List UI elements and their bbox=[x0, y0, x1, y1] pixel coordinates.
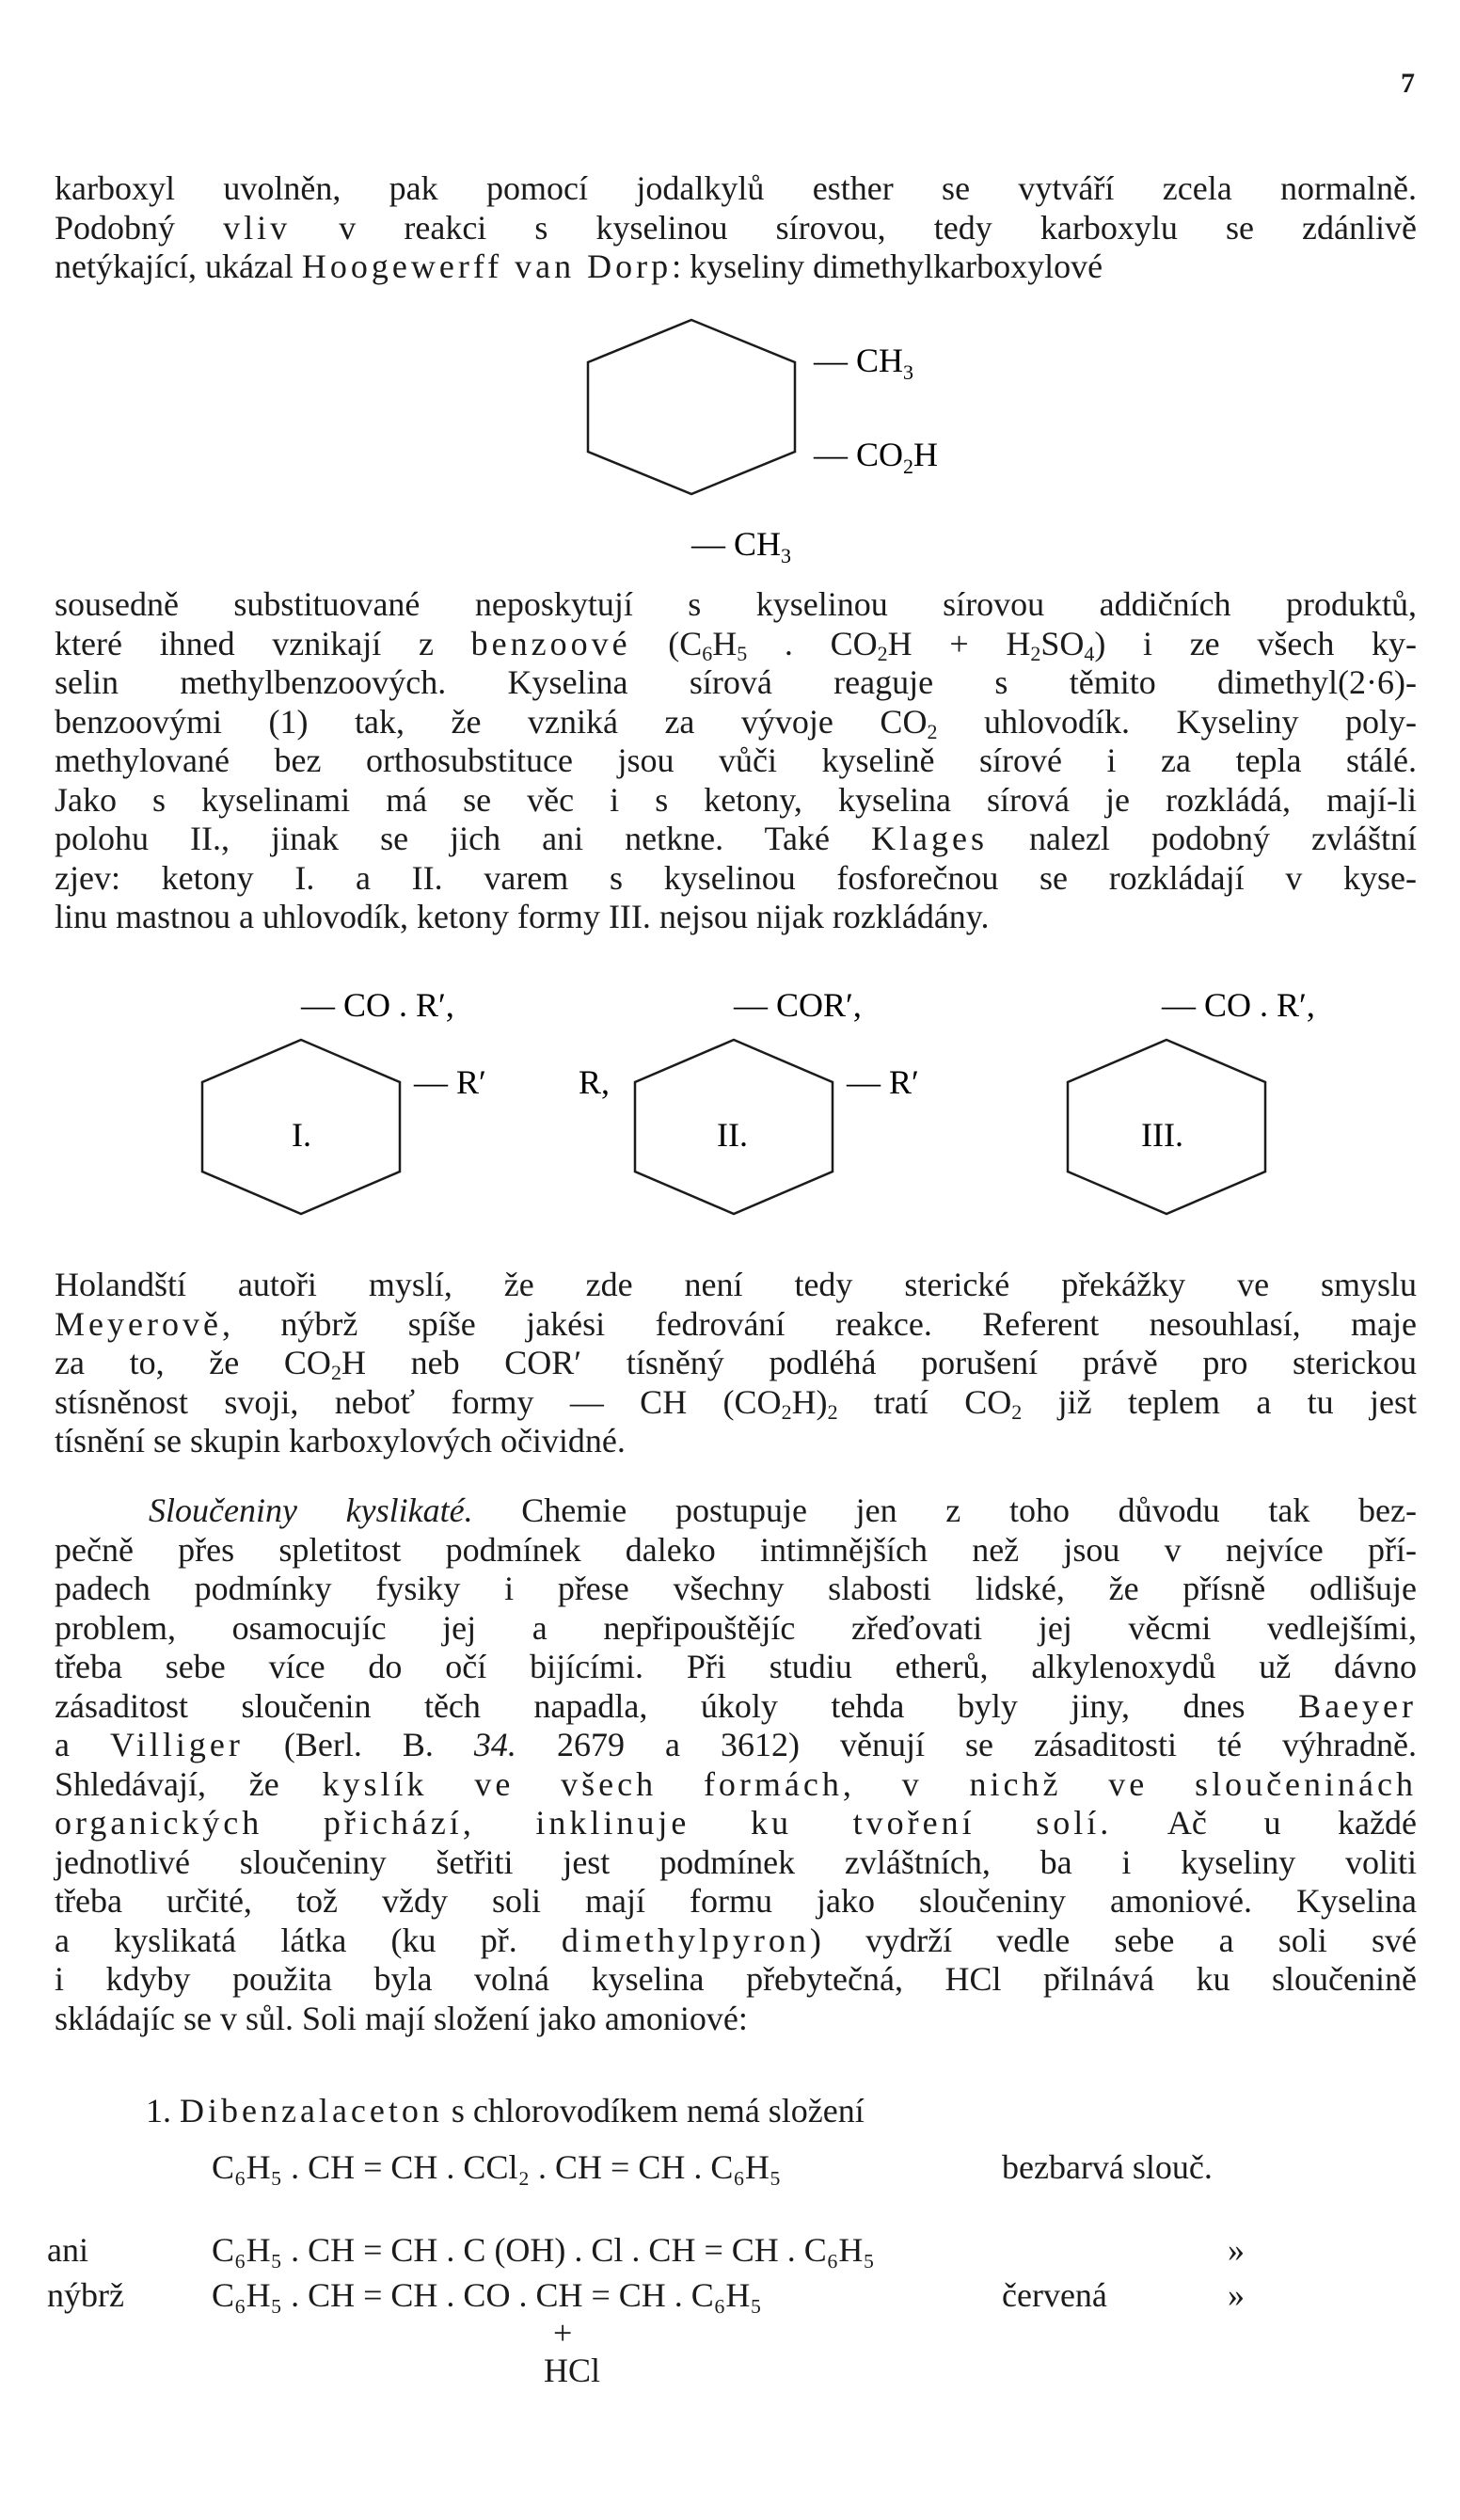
formula-3: C₆H₅ . CH = CH . CO . CH = CH . C₆H₅ bbox=[212, 2276, 762, 2314]
substituent-ch3-bottom: — $CH_3$ bbox=[691, 525, 792, 567]
text-line: karboxyl uvolněn, pak pomocí jodalkylů esther se vytváří zcela normalně. bbox=[55, 169, 1417, 207]
text-line: zásaditost sloučenin těch napadla, úkoly tehda byly jiny, dnes Baeyer bbox=[55, 1686, 1417, 1725]
text-line: třeba určité, tož vždy soli mají formu jako sloučeniny amoniové. Kyselina bbox=[55, 1882, 1417, 1920]
text-line: netýkající, ukázal Hoogewerff van Dorp: kyseliny dimethylkarboxylové bbox=[55, 247, 1103, 285]
substituent-co2h: — $CO_2H$ bbox=[814, 436, 939, 478]
text-line: organických přichází, inklinuje ku tvoření solí. Ač u každé bbox=[55, 1804, 1417, 1842]
text-line: pečně přes spletitost podmínek daleko intimnějších než jsou v nejvíce pří- bbox=[55, 1530, 1417, 1569]
text-line: Holandští autoři myslí, že zde není tedy sterické překážky ve smyslu bbox=[55, 1266, 1417, 1303]
structure-dimethylbenzoic bbox=[564, 301, 1054, 583]
ketone-ring-3 bbox=[1068, 988, 1315, 1214]
formula-3-mark: » bbox=[1228, 2276, 1245, 2314]
svg-text:— COR′,: — COR′, bbox=[734, 988, 862, 1024]
text-line: methylované bez orthosubstituce jsou vůči kyselině sírové i za tepla stálé. bbox=[55, 742, 1417, 779]
text-line: za to, že $CO_2H$ neb COR′ tísněný podléhá porušení právě pro sterickou bbox=[55, 1344, 1417, 1384]
svg-text:— R′: — R′ bbox=[847, 1063, 919, 1101]
formula-2-mark: » bbox=[1228, 2231, 1245, 2269]
text-line: polohu II., jinak se jich ani netkne. Také Klages nalezl podobný zvláštní bbox=[55, 820, 1417, 857]
paragraph-sulfuric bbox=[55, 585, 1417, 937]
label-nybrz: nýbrž bbox=[47, 2276, 124, 2314]
ketone-ring-2 bbox=[579, 988, 919, 1214]
ketone-ring-1 bbox=[202, 988, 486, 1214]
svg-text:— CO . R′,: — CO . R′, bbox=[301, 988, 454, 1024]
svg-text:I.: I. bbox=[292, 1116, 311, 1154]
text-line: jednotlivé sloučeniny šetřiti jest podmínek zvláštních, ba i kyseliny voliti bbox=[55, 1842, 1417, 1881]
text-line: zjev: ketony I. a II. varem s kyselinou fosforečnou se rozkládají v kyse- bbox=[55, 858, 1417, 897]
paragraph-steric bbox=[55, 1266, 1417, 1461]
text-line: Podobný vliv v reakci s kyselinou sírovou, tedy karboxylu se zdánlivě bbox=[55, 208, 1417, 247]
text-line: i kdyby použita byla volná kyselina přebytečná, HCl přilnává ku sloučenině bbox=[55, 1960, 1417, 1998]
paragraph-oxygen-compounds bbox=[55, 1491, 1417, 2038]
text-line: sousedně substituované neposkytují s kyselinou sírovou addičních produktů, bbox=[55, 585, 1417, 623]
text-line: Meyerově, nýbrž spíše jakési fedrování reakce. Referent nesouhlasí, maje bbox=[55, 1304, 1417, 1343]
svg-text:— R′: — R′ bbox=[414, 1063, 486, 1101]
paragraph-intro bbox=[55, 169, 1417, 287]
text-line: problem, osamocujíc jej a nepřipouštějíc zřeďovati jej věcmi vedlejšími, bbox=[55, 1608, 1417, 1647]
plus-sign: + bbox=[553, 2314, 573, 2352]
text-line: tísnění se skupin karboxylových očividné. bbox=[55, 1422, 626, 1459]
formula-1: C₆H₅ . CH = CH . CCl₂ . CH = CH . C₆H₅ bbox=[212, 2148, 782, 2186]
text-line: které ihned vznikají z benzoové ($C_6H_5$ . $CO_2H + H_2SO_4$) i ze všech ky- bbox=[55, 624, 1417, 665]
text-line: linu mastnou a uhlovodík, ketony formy III. nejsou nijak rozkládány. bbox=[55, 898, 990, 935]
structure-ketones bbox=[188, 988, 1430, 1270]
svg-text:III.: III. bbox=[1141, 1116, 1183, 1154]
text-line: selin methylbenzoových. Kyselina sírová reaguje s těmito dimethyl(2·6)- bbox=[55, 663, 1417, 701]
text-line: a kyslikatá látka (ku př. dimethylpyron) vydrží vedle sebe a soli své bbox=[55, 1921, 1417, 1959]
text-line: skládajíc se v sůl. Soli mají složení jako amoniové: bbox=[55, 1999, 748, 2037]
formula-1-note: bezbarvá slouč. bbox=[1002, 2148, 1213, 2186]
svg-text:II.: II. bbox=[717, 1116, 748, 1154]
text-line: Sloučeniny kyslikaté. Chemie postupuje jen z toho důvodu tak bez- bbox=[149, 1491, 1417, 1529]
svg-text:— CO . R′,: — CO . R′, bbox=[1162, 988, 1315, 1024]
page-number: 7 bbox=[1401, 68, 1415, 99]
label-ani: ani bbox=[47, 2231, 88, 2269]
text-line: a Villiger (Berl. B. 34. 2679 a 3612) věnují se zásaditosti té výhradně. bbox=[55, 1726, 1417, 1763]
svg-text:R,: R, bbox=[579, 1063, 611, 1101]
text-line: třeba sebe více do očí bijícími. Při studiu etherů, alkylenoxydů už dávno bbox=[55, 1648, 1417, 1685]
formula-3-note: červená bbox=[1002, 2276, 1107, 2314]
text-line: stísněnost svoji, neboť formy — CH $(CO_2H)_2$ tratí $CO_2$ již teplem a tu jest bbox=[55, 1382, 1418, 1424]
text-line: Jako s kyselinami má se věc i s ketony, kyselina sírová je rozkládá, mají-li bbox=[55, 780, 1417, 819]
hcl-label: HCl bbox=[544, 2352, 601, 2389]
formula-2: C₆H₅ . CH = CH . C (OH) . Cl . CH = CH . C₆H₅ bbox=[212, 2231, 875, 2269]
section-title: Sloučeniny kyslikaté. bbox=[149, 1491, 473, 1529]
text-line: padech podmínky fysiky i přese všechny slabosti lidské, že přísně odlišuje bbox=[55, 1570, 1417, 1607]
text-line: Shledávají, že kyslík ve všech formách, v nichž ve sloučeninách bbox=[55, 1764, 1417, 1803]
text-line: benzoovými (1) tak, že vzniká za vývoje $CO_2$ uhlovodík. Kyseliny poly- bbox=[55, 702, 1418, 743]
item-1-heading: 1. Dibenzalaceton s chlorovodíkem nemá složení bbox=[146, 2092, 865, 2129]
substituent-ch3-top: — $CH_3$ bbox=[814, 342, 914, 384]
